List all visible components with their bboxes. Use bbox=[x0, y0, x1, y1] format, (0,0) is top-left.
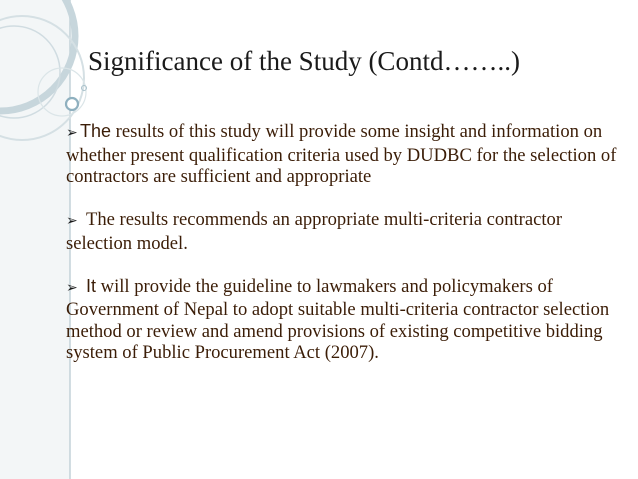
paragraph-text: will provide the guideline to lawmakers and policymakers of Government of Nepal to adopt suitable multi-criteria contractor selection method or review and amend provisions of existing competitive bidding system of Public Procurement Act (2007). bbox=[66, 275, 610, 363]
bullet-paragraph-3 bbox=[66, 276, 628, 364]
paragraph-text: results of this study will provide some insight and information on whether present qualification criteria used by DUDBC for the selection of contractors are sufficient and appropriate bbox=[66, 121, 617, 187]
paragraph-lead: It bbox=[86, 275, 97, 296]
accent-dot bbox=[66, 98, 78, 110]
arrow-bullet-icon: ➢ bbox=[66, 213, 78, 229]
bullet-paragraph-1 bbox=[66, 121, 628, 188]
slide-body bbox=[66, 121, 628, 364]
arrow-bullet-icon: ➢ bbox=[66, 125, 78, 141]
arrow-bullet-icon: ➢ bbox=[66, 279, 78, 296]
slide-title: Significance of the Study (Contd……..) bbox=[88, 46, 520, 76]
paragraph-text: The results recommends an appropriate multi-criteria contractor selection model. bbox=[66, 209, 563, 254]
bullet-paragraph-2 bbox=[66, 209, 628, 254]
paragraph-lead: The bbox=[80, 121, 112, 141]
